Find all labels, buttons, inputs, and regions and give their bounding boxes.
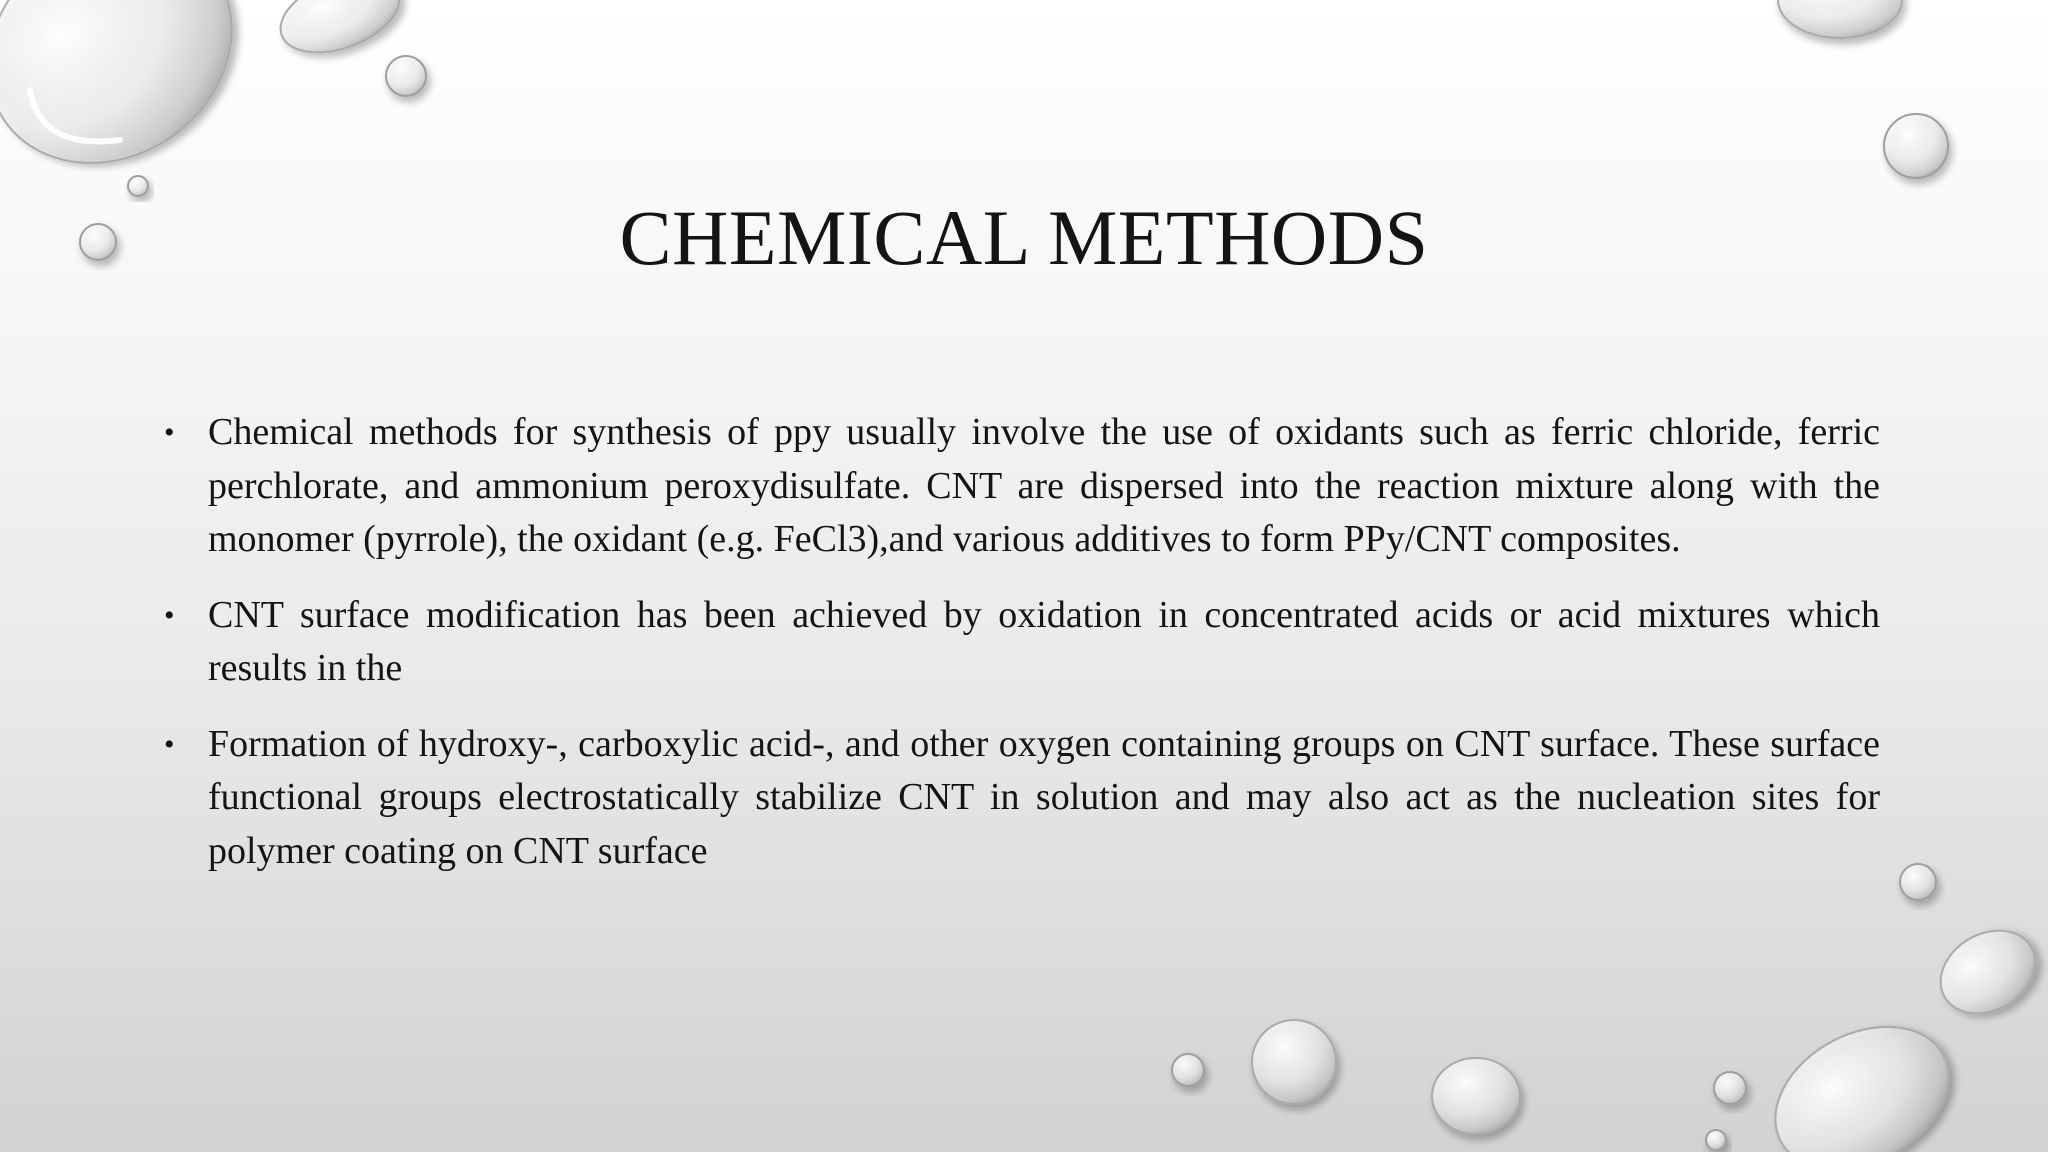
droplet [1900, 864, 1936, 900]
droplet [386, 56, 426, 96]
droplet [1751, 998, 1974, 1152]
droplet [1884, 114, 1948, 178]
bullet-text: Chemical methods for synthesis of ppy usually involve the use of oxidants such as ferric chloride, ferric perchlorate, and ammonium peroxydisulfate. CNT are dispersed into the reaction mixture along with the monomer (pyrrole), the oxidant (e.g. FeCl3),and various additives to form PPy/CNT composites. [208, 411, 1880, 560]
droplet [1926, 914, 2048, 1030]
bullet-item [164, 589, 1880, 696]
droplet [1432, 1058, 1520, 1134]
bullet-dot-icon: • [164, 416, 175, 449]
bullet-dot-icon: • [164, 598, 175, 632]
droplet [1778, 0, 1902, 38]
droplet [270, 0, 410, 67]
bullet-list [164, 406, 1880, 900]
bullet-item [164, 718, 1880, 879]
bullet-text: CNT surface modification has been achieved by oxidation in concentrated acids or acid mixtures which results in the [208, 593, 1880, 689]
droplet [1714, 1072, 1746, 1104]
bullet-dot-icon: • [164, 727, 175, 761]
slide-title: CHEMICAL METHODS [619, 194, 1429, 281]
droplet [1172, 1054, 1204, 1086]
bullet-item [164, 406, 1880, 567]
droplet [1252, 1020, 1336, 1104]
droplet [1706, 1130, 1726, 1150]
bullet-text: Formation of hydroxy-, carboxylic acid-, and other oxygen containing groups on CNT surface. These surface functional groups electrostatically stabilize CNT in solution and may also act as the nucleation sites for polymer coating on CNT surface [208, 722, 1880, 872]
